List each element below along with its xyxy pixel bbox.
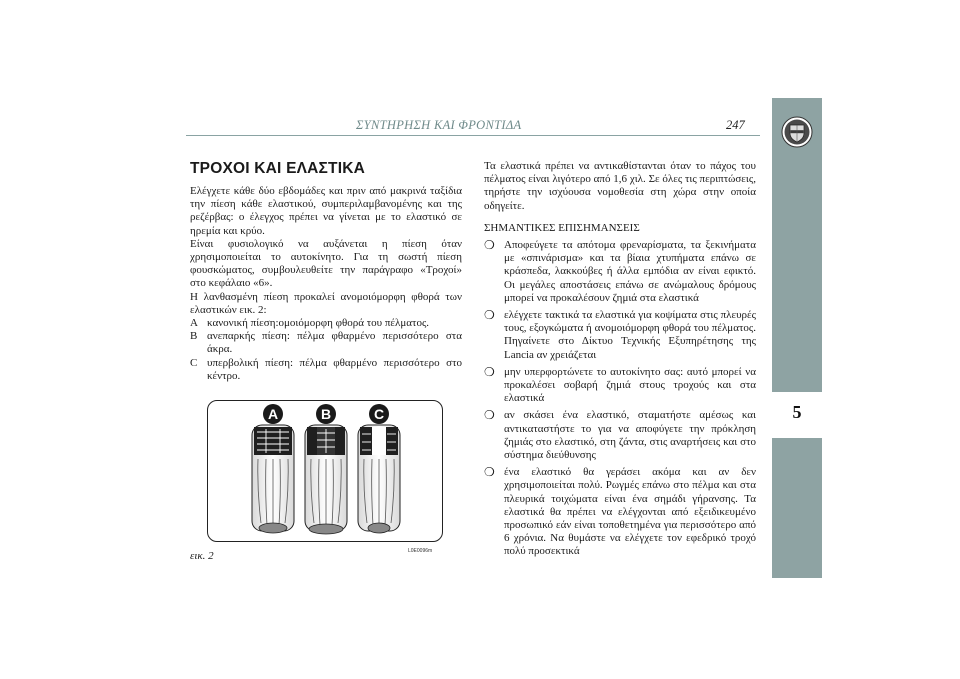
right-column <box>484 160 756 563</box>
list-label: C <box>190 356 198 369</box>
figure-label-b-text: B <box>320 406 332 422</box>
figure-label-c <box>369 404 389 424</box>
bullet-text: Αποφεύγετε τα απότομα φρεναρίσματα, τα ξεκινήματα με «σπινάρισμα» και τα βίαια χτυπήματα επάνω σε κράσπεδα, λακκούβες ή άλλα εμπόδια αν είναι εφικτό. Οι μεγάλες αποστάσεις επάνω σε ανώμαλους δρόμους μπορεί να προκαλέσουν ζημιά στα ελαστικά <box>504 239 756 304</box>
figure-label-c-text: C <box>373 406 385 422</box>
paragraph: Είναι φυσιολογικό να αυξάνεται η πίεση όταν χρησιμοποιείται το αυτοκίνητο. Για τη σωστή πίεση φουσκώματος, συμβουλευθείτε την παράγραφο «Τροχοί» στο κεφάλαιο «6». <box>190 237 462 290</box>
bullet-circle-icon: ❍ <box>484 238 495 253</box>
bullet-circle-icon: ❍ <box>484 308 495 323</box>
tire-overinflated-wear <box>358 425 400 533</box>
bullet-text: ένα ελαστικό θα γεράσει ακόμα και αν δεν χρησιμοποιείται πολύ. Ρωγμές επάνω στο πέλμα και στα πλευρικά τοιχώματα είναι ένα σημάδι γήρανσης. Τα ελαστικά θα πρέπει να ελέγχονται από εξειδικευμένο προσωπικό εάν είναι τοποθετημένα για περισσότερο από 6 χρόνια. Να θυμάστε να ελέγχετε τον εφεδρικό τροχό πολύ προσεκτικά <box>504 466 756 558</box>
list-text: ανεπαρκής πίεση: πέλμα φθαρμένο περισσότερο στα άκρα. <box>207 330 462 356</box>
figure-code: L0E0096m <box>408 548 433 554</box>
tire-underinflated-wear <box>305 425 347 534</box>
running-header-title: ΣΥΝΤΗΡΗΣΗ ΚΑΙ ΦΡΟΝΤΙΔΑ <box>356 118 522 132</box>
chapter-tab <box>772 392 822 438</box>
left-column <box>190 160 462 383</box>
figure-label-a-text: A <box>267 406 279 422</box>
tire-wear-illustration <box>208 401 442 541</box>
bullet-text: μην υπερφορτώνετε το αυτοκίνητο σας: αυτό μπορεί να προκαλέσει σοβαρή ζημιά στους τροχούς και στα ελαστικά <box>504 365 756 405</box>
paragraph: Ελέγχετε κάθε δύο εβδομάδες και πριν από μακρινά ταξίδια την πίεση κάθε ελαστικού, συμπεριλαμβανομένης και της ρεζέρβας: ο έλεγχος πρέπει να γίνεται με το ελαστικό σε ηρεμία και κρύο. <box>190 185 462 237</box>
bullet-text: αν σκάσει ένα ελαστικό, σταματήστε αμέσως και αντικαταστήστε το για να αποφύγετε την πρόκληση ζημιάς στο ελαστικό, στη ζάντα, στις αναρτήσεις και στο σύστημα διεύθυνσης <box>504 409 756 462</box>
section-title: ΤΡΟΧΟΙ ΚΑΙ ΕΛΑΣΤΙΚΑ <box>190 160 366 177</box>
header-rule <box>186 135 760 136</box>
list-item <box>190 330 462 356</box>
figure-caption: εικ. 2 <box>190 550 214 562</box>
intro-paragraph: Τα ελαστικά πρέπει να αντικαθίστανται όταν το πάχος του πέλματος είναι λιγότερο από 1,6 χιλ. Σε όλες τις περιπτώσεις, τηρήστε την ισχύουσα νομοθεσία στη χώρα στην οποία οδηγείτε. <box>484 160 756 212</box>
bullet-item <box>484 466 756 558</box>
bullet-item <box>484 309 756 362</box>
figure-label-b <box>316 404 336 424</box>
list-label: A <box>190 317 198 330</box>
bullet-item <box>484 239 756 305</box>
bullet-circle-icon: ❍ <box>484 408 495 423</box>
bullet-circle-icon: ❍ <box>484 465 495 480</box>
list-item <box>190 317 462 330</box>
notes-heading: ΣΗΜΑΝΤΙΚΕΣ ΕΠΙΣΗΜΑΝΣΕΙΣ <box>484 221 640 234</box>
bullet-circle-icon: ❍ <box>484 364 495 379</box>
bullet-item <box>484 366 756 406</box>
tire-wear-figure <box>207 400 443 542</box>
chapter-sidebar <box>772 98 822 578</box>
chapter-number: 5 <box>792 402 802 422</box>
bullet-text: ελέγχετε τακτικά τα ελαστικά για κοψίματα στις πλευρές τους, εξογκώματα ή ανομοιόμορφη φθορά του πέλματος. Πηγαίνετε στο Δίκτυο Τεχνικής Εξυπηρέτησης της Lancia αν χρειάζεται <box>504 309 756 361</box>
lancia-logo-icon <box>781 116 813 148</box>
figure-label-a <box>263 404 283 424</box>
bullet-item <box>484 409 756 462</box>
page-number: 247 <box>726 118 745 132</box>
list-text: υπερβολική πίεση: πέλμα φθαρμένο περισσότερο στο κέντρο. <box>207 356 462 382</box>
paragraph: Η λανθασμένη πίεση προκαλεί ανομοιόμορφη φθορά των ελαστικών εικ. 2: <box>190 290 462 316</box>
list-text: κανονική πίεση:ομοιόμορφη φθορά του πέλματος. <box>207 317 430 330</box>
list-label: B <box>190 330 198 343</box>
tire-normal-wear <box>252 425 294 533</box>
list-item <box>190 357 462 383</box>
